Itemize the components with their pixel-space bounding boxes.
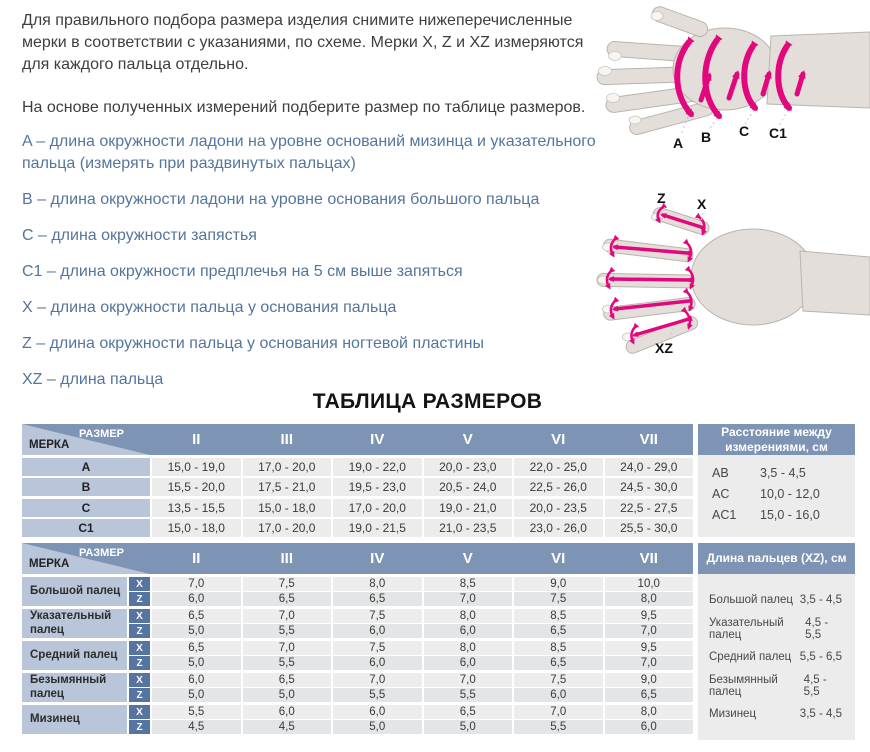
corner-label-measure: МЕРКА <box>29 439 70 451</box>
measure-z-badge: Z <box>129 720 150 734</box>
finger-length-row <box>709 705 842 723</box>
distance-row <box>712 508 855 529</box>
corner-label-size: РАЗМЕР <box>78 428 124 440</box>
definition-c: C – длина окружности запястья <box>22 227 257 244</box>
finger-table-cell-x: 7,0 <box>243 641 332 655</box>
finger-length-value: 3,5 - 4,5 <box>799 708 842 720</box>
finger-table-group <box>22 673 693 702</box>
distance-label: AB <box>712 466 729 480</box>
finger-length-row <box>709 616 842 641</box>
definition-a: A – длина окружности ладони на уровне оснований мизинца и указательного пальца (измерять при раздвинутых пальцах) <box>22 133 596 172</box>
finger-length-value: 4,5 - 5,5 <box>803 673 827 698</box>
finger-table-cell-z: 6,0 <box>333 656 422 670</box>
finger-table <box>22 543 693 734</box>
corner-label-measure: МЕРКА <box>29 558 70 570</box>
measurement-definitions <box>22 131 608 405</box>
size-table-cell: 19,0 - 21,5 <box>333 519 422 537</box>
definition-b: B – длина окружности ладони на уровне основания большого пальца <box>22 191 540 208</box>
corner-label-size: РАЗМЕР <box>78 547 124 559</box>
finger-table-cell-x: 8,0 <box>605 705 694 719</box>
finger-table-cell-z: 6,0 <box>605 720 694 734</box>
definition-c1: C1 – длина окружности предплечья на 5 см выше запяться <box>22 263 463 280</box>
size-table-cell: 15,0 - 18,0 <box>243 499 332 517</box>
finger-table-cell-x: 6,0 <box>243 705 332 719</box>
finger-name-label: Большой палец <box>22 577 127 606</box>
distance-label: AC <box>712 487 730 501</box>
size-table-cell: 25,5 - 30,0 <box>605 519 694 537</box>
finger-table-cell-x: 7,5 <box>243 577 332 591</box>
finger-table-cell-z: 5,0 <box>424 720 513 734</box>
finger-table-cell-x: 7,0 <box>243 609 332 623</box>
finger-length-value: 5,5 - 6,5 <box>799 651 842 663</box>
intro-text <box>22 10 596 119</box>
finger-table-cell-x: 8,5 <box>514 641 603 655</box>
size-table <box>22 424 693 537</box>
size-table-cell: 19,0 - 22,0 <box>333 458 422 476</box>
size-column-vii: VII <box>605 424 694 455</box>
finger-measurements-diagram <box>595 173 870 368</box>
distance-label: AC1 <box>712 508 737 522</box>
size-table-cell: 20,0 - 23,0 <box>424 458 513 476</box>
finger-length-value: 4,5 - 5,5 <box>805 616 829 641</box>
finger-length-label: Безымянный палец <box>709 673 778 698</box>
definition-z: Z – длина окружности пальца у основания ногтевой пластины <box>22 335 484 352</box>
finger-length-panel <box>698 543 855 740</box>
finger-table-cell-z: 4,5 <box>152 720 241 734</box>
finger-table-cell-z: 5,5 <box>243 624 332 638</box>
finger-length-row <box>709 591 842 609</box>
finger-table-cell-z: 6,5 <box>514 624 603 638</box>
size-table-row <box>22 478 693 496</box>
definition-x: X – длина окружности пальца у основания пальца <box>22 299 397 316</box>
diagram-label-c1: C1 <box>769 125 787 141</box>
palm-measurements-diagram <box>585 2 870 154</box>
measure-x-badge: X <box>129 673 150 687</box>
size-table-title: ТАБЛИЦА РАЗМЕРОВ <box>312 390 543 413</box>
size-column-vi: VI <box>514 424 603 455</box>
finger-length-label: Мизинец <box>709 708 757 720</box>
size-table-row <box>22 519 693 537</box>
finger-table-cell-x: 8,0 <box>424 609 513 623</box>
finger-table-body <box>22 577 693 734</box>
finger-table-corner <box>22 543 150 574</box>
distance-panel <box>698 424 855 537</box>
finger-length-row <box>709 673 842 698</box>
size-table-row-label: A <box>22 458 150 476</box>
measure-x-badge: X <box>129 641 150 655</box>
finger-length-value: 3,5 - 4,5 <box>799 594 842 606</box>
finger-table-cell-x: 9,0 <box>605 673 694 687</box>
size-table-body <box>22 458 693 538</box>
finger-table-cell-z: 6,0 <box>333 624 422 638</box>
size-column-iii: III <box>243 424 332 455</box>
finger-table-cell-x: 6,5 <box>424 705 513 719</box>
finger-table-cell-x: 9,0 <box>514 577 603 591</box>
finger-length-label: Указательный палец <box>709 616 784 641</box>
finger-table-cell-x: 8,0 <box>333 577 422 591</box>
size-table-row <box>22 458 693 476</box>
size-table-cell: 22,0 - 25,0 <box>514 458 603 476</box>
size-table-cell: 20,5 - 24,0 <box>424 478 513 496</box>
measure-z-badge: Z <box>129 624 150 638</box>
diagram-label-z: Z <box>657 190 666 206</box>
size-column-iv: IV <box>333 424 422 455</box>
diagram-label-b: B <box>701 129 712 145</box>
size-table-corner <box>22 424 150 455</box>
finger-table-cell-z: 5,0 <box>243 688 332 702</box>
finger-table-cell-x: 5,5 <box>152 705 241 719</box>
diagram-label-a: A <box>673 135 684 151</box>
size-column-iv: IV <box>333 543 422 574</box>
measure-x-badge: X <box>129 705 150 719</box>
finger-table-cell-x: 8,0 <box>424 641 513 655</box>
finger-table-cell-x: 7,0 <box>152 577 241 591</box>
finger-length-label: Большой палец <box>709 594 793 606</box>
size-table-cell: 23,0 - 26,0 <box>514 519 603 537</box>
finger-table-cell-x: 6,5 <box>243 673 332 687</box>
finger-length-row <box>709 648 842 666</box>
size-table-row-label: B <box>22 478 150 496</box>
size-column-v: V <box>424 424 513 455</box>
size-table-row-label: C1 <box>22 519 150 537</box>
finger-table-cell-z: 5,5 <box>514 720 603 734</box>
finger-table-group <box>22 641 693 670</box>
finger-table-cell-x: 7,5 <box>333 641 422 655</box>
finger-table-cell-z: 5,5 <box>333 688 422 702</box>
size-table-cell: 17,0 - 20,0 <box>243 458 332 476</box>
finger-length-panel-body <box>698 574 855 740</box>
distance-row <box>712 487 855 508</box>
finger-table-cell-z: 6,5 <box>333 592 422 606</box>
finger-table-cell-x: 7,0 <box>333 673 422 687</box>
measure-x-badge: X <box>129 609 150 623</box>
finger-table-cell-z: 6,0 <box>152 592 241 606</box>
measure-x-badge: X <box>129 577 150 591</box>
finger-table-cell-z: 5,0 <box>152 656 241 670</box>
finger-table-group <box>22 577 693 606</box>
size-column-ii: II <box>152 543 241 574</box>
size-table-cell: 17,0 - 20,0 <box>243 519 332 537</box>
finger-table-cell-x: 9,5 <box>605 641 694 655</box>
finger-name-label: Безымянный палец <box>22 673 127 702</box>
size-table-cell: 17,5 - 21,0 <box>243 478 332 496</box>
distance-value: 3,5 - 4,5 <box>760 466 806 480</box>
size-table-header <box>22 424 693 455</box>
finger-table-cell-x: 8,5 <box>514 609 603 623</box>
finger-table-cell-z: 6,5 <box>243 592 332 606</box>
intro-paragraph-1: Для правильного подбора размера изделия снимите нижеперечисленные мерки в соответствии с указаниями, по схеме. Мерки X, Z и XZ измеряются для каждого пальца отдельно. <box>22 12 584 73</box>
finger-table-cell-z: 5,0 <box>152 624 241 638</box>
size-table-cell: 19,0 - 21,0 <box>424 499 513 517</box>
finger-table-cell-x: 7,0 <box>514 705 603 719</box>
size-column-iii: III <box>243 543 332 574</box>
size-table-cell: 24,0 - 29,0 <box>605 458 694 476</box>
size-table-cell: 22,5 - 27,5 <box>605 499 694 517</box>
finger-table-cell-x: 6,5 <box>152 609 241 623</box>
finger-table-cell-x: 6,0 <box>152 673 241 687</box>
finger-table-cell-x: 6,0 <box>333 705 422 719</box>
finger-table-cell-z: 5,0 <box>333 720 422 734</box>
finger-table-cell-x: 9,5 <box>605 609 694 623</box>
distance-value: 15,0 - 16,0 <box>760 508 820 522</box>
diagram-label-c: C <box>739 123 750 139</box>
size-column-ii: II <box>152 424 241 455</box>
finger-name-label: Средний палец <box>22 641 127 670</box>
size-table-cell: 15,5 - 20,0 <box>152 478 241 496</box>
finger-table-cell-x: 7,0 <box>424 673 513 687</box>
size-column-v: V <box>424 543 513 574</box>
finger-table-cell-x: 7,5 <box>514 673 603 687</box>
finger-table-header <box>22 543 693 574</box>
size-table-row-label: C <box>22 499 150 517</box>
measure-z-badge: Z <box>129 656 150 670</box>
finger-table-cell-z: 7,0 <box>424 592 513 606</box>
size-table-cell: 19,5 - 23,0 <box>333 478 422 496</box>
finger-table-cell-z: 4,5 <box>243 720 332 734</box>
definition-xz: XZ – длина пальца <box>22 371 164 388</box>
intro-paragraph-2: На основе полученных измерений подберите размер по таблице размеров. <box>22 99 586 116</box>
finger-length-label: Средний палец <box>709 651 792 663</box>
size-table-cell: 17,0 - 20,0 <box>333 499 422 517</box>
measure-z-badge: Z <box>129 688 150 702</box>
finger-table-cell-z: 6,0 <box>514 688 603 702</box>
size-column-vi: VI <box>514 543 603 574</box>
finger-table-cell-z: 7,0 <box>605 624 694 638</box>
finger-name-label: Указательный палец <box>22 609 127 638</box>
size-table-cell: 20,0 - 23,5 <box>514 499 603 517</box>
size-table-cell: 22,5 - 26,0 <box>514 478 603 496</box>
finger-table-cell-z: 6,0 <box>424 656 513 670</box>
finger-table-cell-x: 8,5 <box>424 577 513 591</box>
finger-length-panel-header: Длина пальцев (XZ), см <box>698 543 855 574</box>
finger-table-cell-z: 6,5 <box>514 656 603 670</box>
finger-table-cell-z: 5,0 <box>152 688 241 702</box>
finger-name-label: Мизинец <box>22 705 127 734</box>
finger-table-cell-x: 10,0 <box>605 577 694 591</box>
finger-table-cell-z: 8,0 <box>605 592 694 606</box>
finger-table-cell-z: 6,0 <box>424 624 513 638</box>
distance-row <box>712 466 855 487</box>
finger-table-group <box>22 705 693 734</box>
finger-table-cell-x: 6,5 <box>152 641 241 655</box>
finger-table-cell-x: 7,5 <box>333 609 422 623</box>
size-column-vii: VII <box>605 543 694 574</box>
measure-z-badge: Z <box>129 592 150 606</box>
size-table-cell: 21,0 - 23,5 <box>424 519 513 537</box>
finger-table-cell-z: 7,5 <box>514 592 603 606</box>
finger-table-cell-z: 6,5 <box>605 688 694 702</box>
finger-table-cell-z: 7,0 <box>605 656 694 670</box>
finger-table-cell-z: 5,5 <box>424 688 513 702</box>
distance-value: 10,0 - 12,0 <box>760 487 820 501</box>
diagram-label-x: X <box>697 196 707 212</box>
size-table-cell: 24,5 - 30,0 <box>605 478 694 496</box>
distance-panel-body <box>698 455 855 537</box>
size-table-cell: 13,5 - 15,5 <box>152 499 241 517</box>
distance-panel-header: Расстояние между измерениями, см <box>698 424 855 455</box>
finger-table-cell-z: 5,5 <box>243 656 332 670</box>
size-table-cell: 15,0 - 19,0 <box>152 458 241 476</box>
size-table-cell: 15,0 - 18,0 <box>152 519 241 537</box>
finger-table-group <box>22 609 693 638</box>
diagram-label-xz: XZ <box>655 340 673 356</box>
size-table-row <box>22 499 693 517</box>
